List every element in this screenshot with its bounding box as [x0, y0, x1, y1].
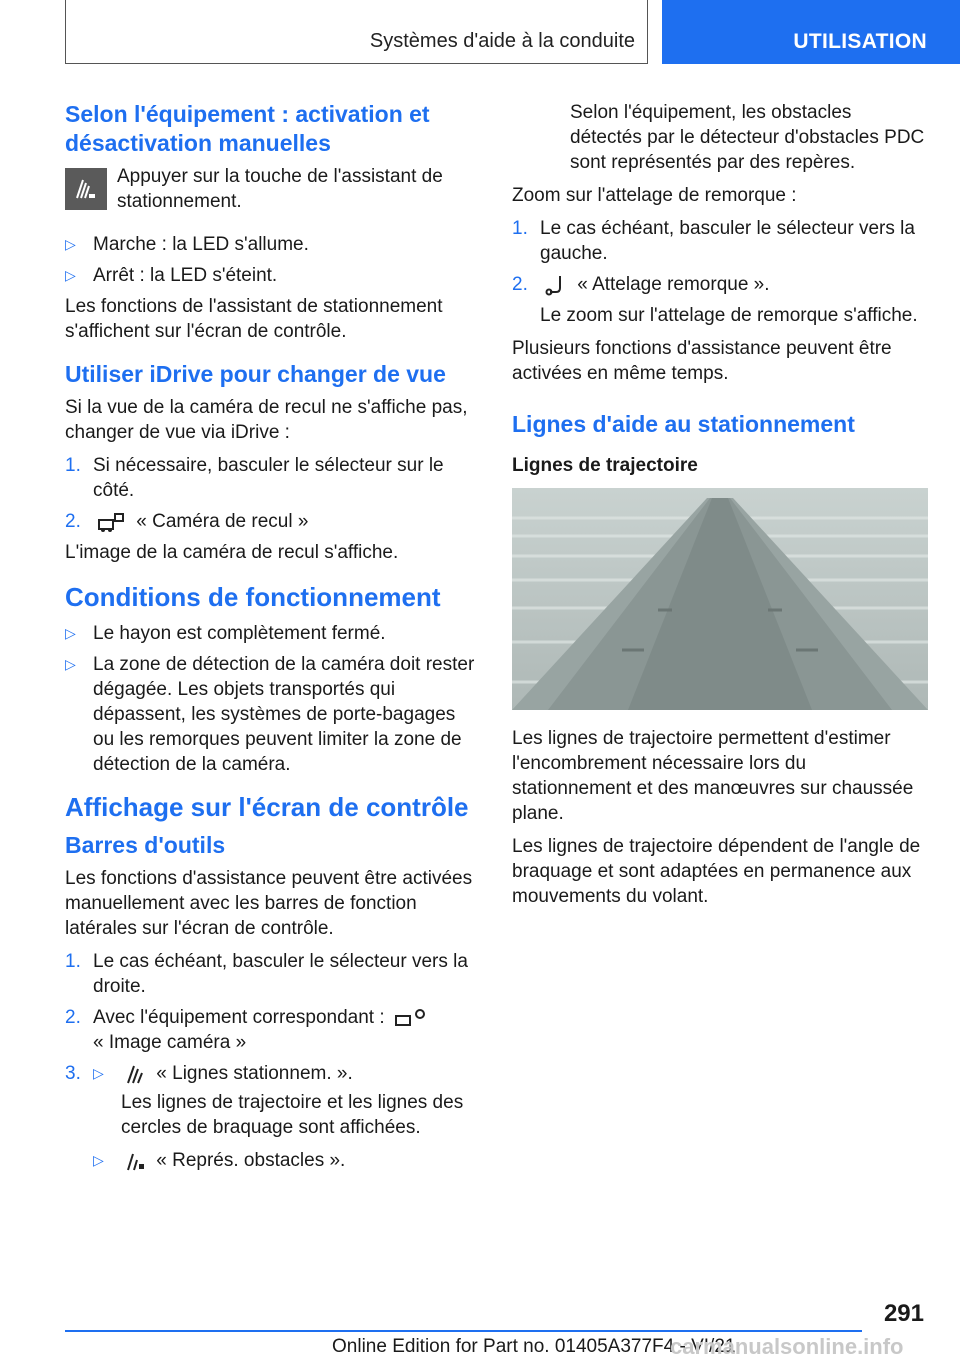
step-2 [65, 509, 480, 534]
bullet-on [65, 232, 480, 257]
edition-text: Online Edition for Part no. 01405A377F4 - VI/21 [332, 1336, 736, 1357]
zoom-step-1 [512, 216, 928, 266]
toolbar-step-1 [65, 949, 480, 999]
heading-conditions: Conditions de fonctionnement [65, 582, 441, 612]
trajectory-text-2: Les lignes de trajectoire dépendent de l'angle de braquage et sont adaptées en permanence aux mouvements du volant. [512, 836, 921, 907]
sub-bullet-lines [93, 1061, 480, 1086]
condition-2-text: La zone de détection de la caméra doit rester dégagée. Les objets transportés qui dépassent, les systèmes de porte-bagages ou les remorques peuvent limiter la zone de détection de la caméra. [93, 654, 475, 775]
step-2-text: « Caméra de recul » [136, 511, 309, 532]
zoom-step-2 [512, 272, 928, 297]
obstacles-paragraph: Selon l'équipement, les obstacles détectés par le détecteur d'obstacles PDC sont représentés par des repères. [570, 102, 925, 173]
step-number: 2. [512, 274, 528, 295]
zoom-text: Zoom sur l'attelage de remorque : [512, 185, 797, 206]
header-frame [65, 0, 648, 64]
condition-2 [65, 652, 480, 777]
toolbar-step-2-text: Avec l'équipement correspondant : [93, 1007, 385, 1028]
bullet-on-text: Marche : la LED s'allume. [93, 234, 309, 255]
step-number: 1. [512, 218, 528, 239]
zoom-step-2-subtext: Le zoom sur l'attelage de remorque s'affiche. [540, 305, 918, 326]
multi-text: Plusieurs fonctions d'assistance peuvent être activées en même temps. [512, 338, 892, 384]
rear-camera-icon [97, 511, 127, 533]
watermark: carmanualsonline.info [670, 1334, 904, 1359]
parking-lines-subtext: Les lignes de trajectoire et les lignes des cercles de braquage sont affichées. [121, 1092, 464, 1138]
step-number: 1. [65, 455, 81, 476]
section-tab-label: UTILISATION [793, 30, 927, 53]
toolbar-step-1-text: Le cas échéant, basculer le sélecteur vers la droite. [93, 951, 468, 997]
bullet-off [65, 263, 480, 288]
step-number: 2. [65, 511, 81, 532]
step-number: 3. [65, 1063, 81, 1084]
page-number: 291 [883, 1300, 924, 1327]
triangle-bullet-icon: ▷ [65, 625, 76, 641]
heading-parking-lines: Lignes d'aide au stationnement [512, 411, 855, 437]
park-assist-button-icon [65, 168, 107, 210]
triangle-bullet-icon: ▷ [65, 236, 76, 252]
step-number: 1. [65, 951, 81, 972]
toolbar-step-3 [65, 1061, 480, 1173]
toolbars-text: Les fonctions d'assistance peuvent être activées manuellement avec les barres de fonction latérales sur l'écran de contrôle. [65, 868, 473, 939]
parking-lines-text: « Lignes stationnem. ». [156, 1063, 353, 1084]
heading-display: Affichage sur l'écran de contrôle [65, 792, 469, 822]
triangle-bullet-icon: ▷ [65, 267, 76, 283]
idrive-text: Si la vue de la caméra de recul ne s'affiche pas, changer de vue via iDrive : [65, 397, 468, 443]
step-1-text: Si nécessaire, basculer le sélecteur sur le côté. [93, 455, 444, 501]
triangle-bullet-icon: ▷ [93, 1065, 104, 1081]
trajectory-lines-illustration [512, 488, 928, 710]
heading-trajectory: Lignes de trajectoire [512, 455, 698, 476]
trailer-hitch-icon [544, 274, 568, 296]
step-number: 2. [65, 1007, 81, 1028]
footer-divider [65, 1330, 862, 1332]
toolbar-step-2-label: « Image caméra » [93, 1032, 247, 1053]
camera-settings-icon [394, 1007, 428, 1029]
triangle-bullet-icon: ▷ [93, 1152, 104, 1168]
condition-1-text: Le hayon est complètement fermé. [93, 623, 386, 644]
right-column [512, 100, 928, 917]
sub-bullet-obstacles [93, 1148, 480, 1173]
functions-text: Les fonctions de l'assistant de stationnement s'affichent sur l'écran de contrôle. [65, 296, 443, 342]
left-column [65, 100, 480, 1179]
toolbar-step-2 [65, 1005, 480, 1055]
bullet-off-text: Arrêt : la LED s'éteint. [93, 265, 278, 286]
press-text: Appuyer sur la touche de l'assistant de stationnement. [117, 166, 443, 212]
obstacles-icon [125, 1150, 147, 1172]
press-instruction [65, 164, 480, 222]
zoom-step-2-text: « Attelage remorque ». [577, 274, 770, 295]
heading-toolbars: Barres d'outils [65, 832, 226, 858]
condition-1 [65, 621, 480, 646]
heading-manual: Selon l'équipement : activation et désactivation manuelles [65, 101, 430, 156]
parking-lines-icon [125, 1063, 147, 1085]
section-title: Systèmes d'aide à la conduite [369, 30, 635, 52]
section-tab [662, 0, 960, 64]
step-1 [65, 453, 480, 503]
heading-idrive: Utiliser iDrive pour changer de vue [65, 361, 446, 387]
image-text: L'image de la caméra de recul s'affiche. [65, 542, 399, 563]
zoom-step-1-text: Le cas échéant, basculer le sélecteur vers la gauche. [540, 218, 915, 264]
trajectory-text-1: Les lignes de trajectoire permettent d'estimer l'encombrement nécessaire lors du stationnement et des manœuvres sur chaussée plane. [512, 728, 914, 824]
triangle-bullet-icon: ▷ [65, 656, 76, 672]
obstacles-text: « Représ. obstacles ». [156, 1150, 346, 1171]
